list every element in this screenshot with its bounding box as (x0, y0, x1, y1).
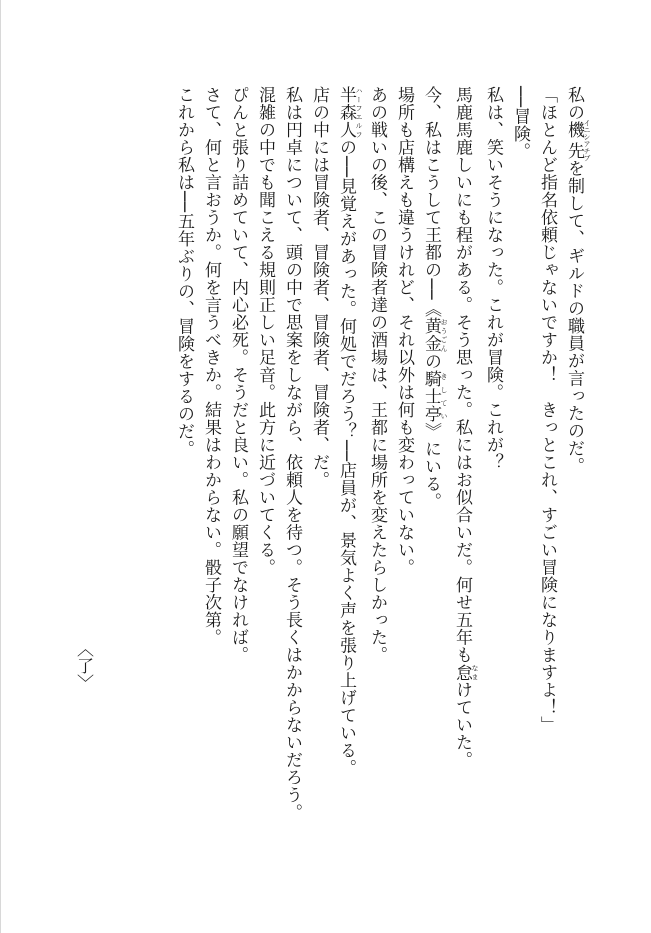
text-line-13: ぴんと張り詰めていて、内心必死。そうだと良い。私の願望でなければ。 (228, 86, 248, 664)
end-mark: 〈了〉 (73, 640, 93, 691)
text-line-1: 私の機先 イニシアチブを制して、ギルドの職員が言ったのだ。 (564, 86, 591, 475)
text-line-3: ──冒険。 (510, 86, 530, 160)
text-line-2: 「ほとんど指名依頼じゃないですか！ きっとこれ、すごい冒険になりますよ！」 (537, 86, 557, 734)
text-line-10: 店の中には冒険者、冒険者、冒険者、冒険者、だ。 (309, 86, 329, 489)
text-line-11: 私は円卓について、頭の中で思案をしながら、依頼人を待つ。そう長くはかからないだろう。 (282, 86, 302, 821)
text-line-15: これから私は──五年ぶりの、冒険をするのだ。 (174, 86, 194, 458)
vertical-text-block (170, 86, 591, 821)
text-line-7: 場所も店構えも違うけれど、それ以外は何も変わっていない。 (394, 86, 414, 576)
text-line-4: 私は、笑いそうになった。これが冒険。これが？ (483, 86, 503, 471)
text-line-9: 半森人 ハーフエルフの──見覚えがあった。何処でだろう？──店員が、景気よく声を張り上げている。 (336, 86, 363, 777)
text-line-8: あの戦いの後、この冒険者達の酒場は、王都に場所を変えたらしかった。 (367, 86, 387, 664)
text-line-12: 混雑の中でも聞こえる規則正しい足音。此方に近づいてくる。 (255, 86, 275, 576)
text-line-14: さて、何と言おうか。何を言うべきか。結果はわからない。骰子次第。 (201, 86, 221, 646)
text-line-5: 馬鹿馬鹿しいにも程がある。そう思った。私にはお似合いだ。何せ五年も怠 なまけていた。 (452, 86, 479, 769)
text-line-6: 今、私はこうして王都の──《黄金 おうごんの騎士亭 きしてい》にいる。 (421, 86, 448, 510)
